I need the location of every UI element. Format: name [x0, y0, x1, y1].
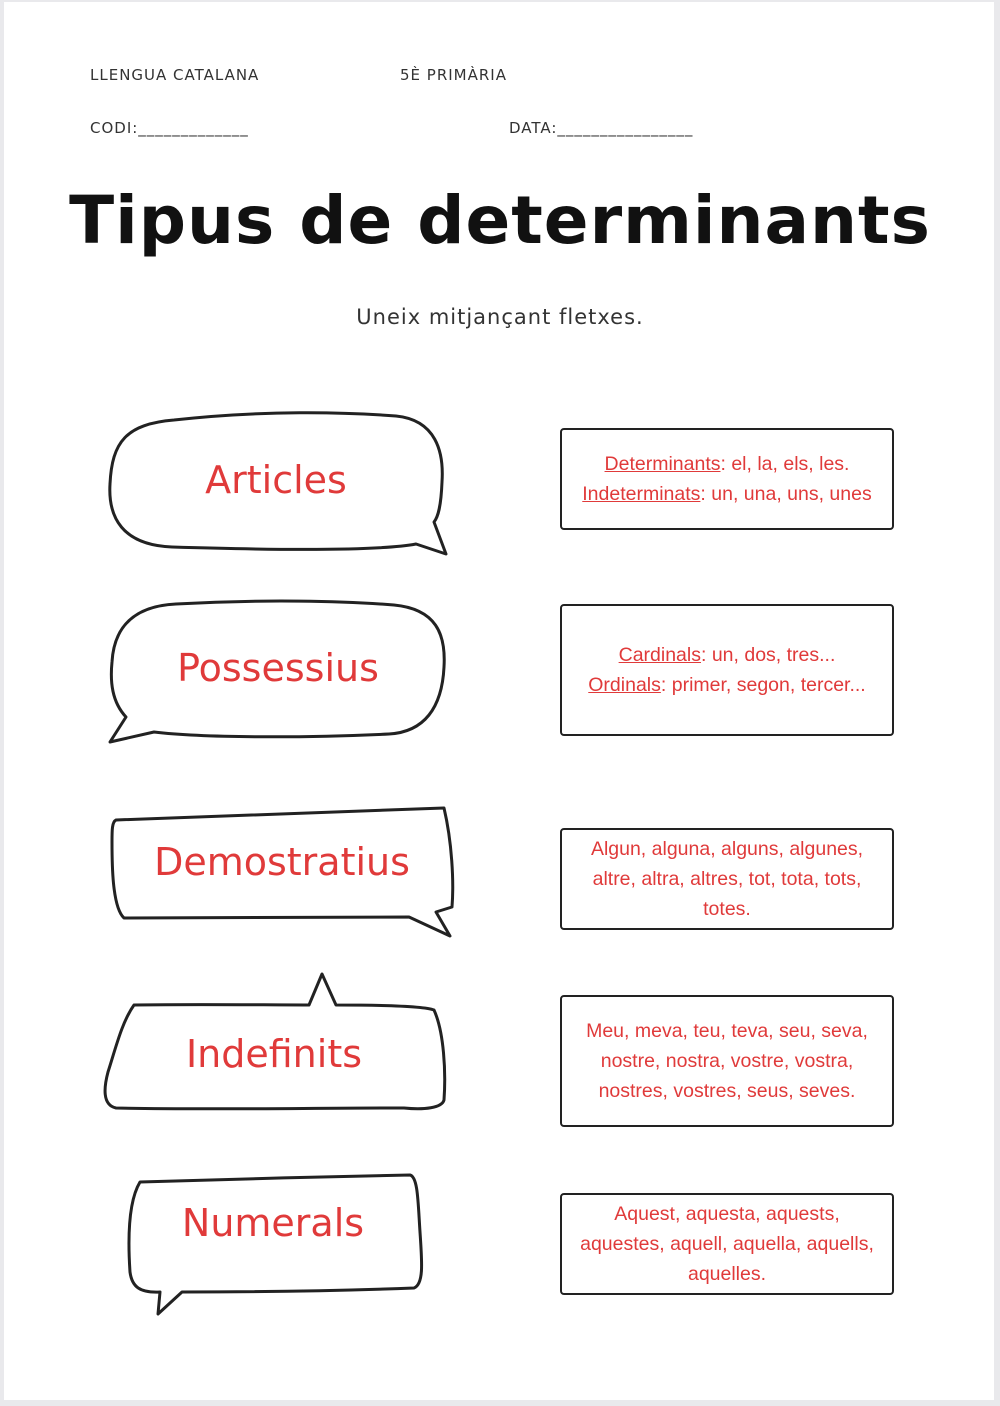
definition-line: [605, 449, 850, 479]
definition-text: : el, la, els, les.: [720, 453, 850, 475]
definition-box-indefinits: [560, 828, 894, 930]
definition-text: Algun, alguna, alguns, algunes, altre, altra, altres, tot, tota, tots, totes.: [590, 838, 864, 920]
code-field: CODI:_____________: [90, 119, 249, 137]
instruction-text: Uneix mitjançant fletxes.: [356, 305, 644, 329]
definition-text: Aquest, aquesta, aquests, aquestes, aquell, aquella, aquells, aquelles.: [580, 1203, 874, 1285]
definition-line: [619, 640, 836, 670]
definition-box-articles: [560, 428, 894, 530]
worksheet-page: [4, 2, 994, 1400]
bubble-label-indefinits: Indefinits: [185, 1032, 363, 1076]
definition-box-numerals: [560, 604, 894, 736]
bubble-label-demostratius: Demostratius: [154, 840, 410, 884]
subject-label: LLENGUA CATALANA: [90, 66, 260, 84]
definition-text: : primer, segon, tercer...: [660, 674, 866, 696]
definition-text: Meu, meva, teu, teva, seu, seva, nostre, nostra, vostre, vostra, nostres, vostres, seus, seves.: [586, 1020, 868, 1102]
definition-text: : un, dos, tres...: [700, 644, 836, 666]
definition-line: [582, 479, 871, 509]
page-title: Tipus de determinants: [69, 182, 931, 259]
definition-box-demostratius: [560, 1193, 894, 1295]
definition-box-possessius: [560, 995, 894, 1127]
definition-text: : un, una, uns, unes: [700, 483, 872, 505]
definition-term: Determinants: [604, 453, 721, 475]
bubble-label-possessius: Possessius: [177, 646, 379, 690]
definition-term: Ordinals: [588, 674, 661, 696]
definition-line: [588, 670, 865, 700]
definition-term: Indeterminats: [582, 483, 701, 505]
grade-label: 5È PRIMÀRIA: [400, 66, 507, 84]
definition-term: Cardinals: [618, 644, 701, 666]
date-field: DATA:________________: [509, 119, 694, 137]
bubble-label-articles: Articles: [205, 458, 347, 502]
bubble-label-numerals: Numerals: [181, 1201, 365, 1245]
